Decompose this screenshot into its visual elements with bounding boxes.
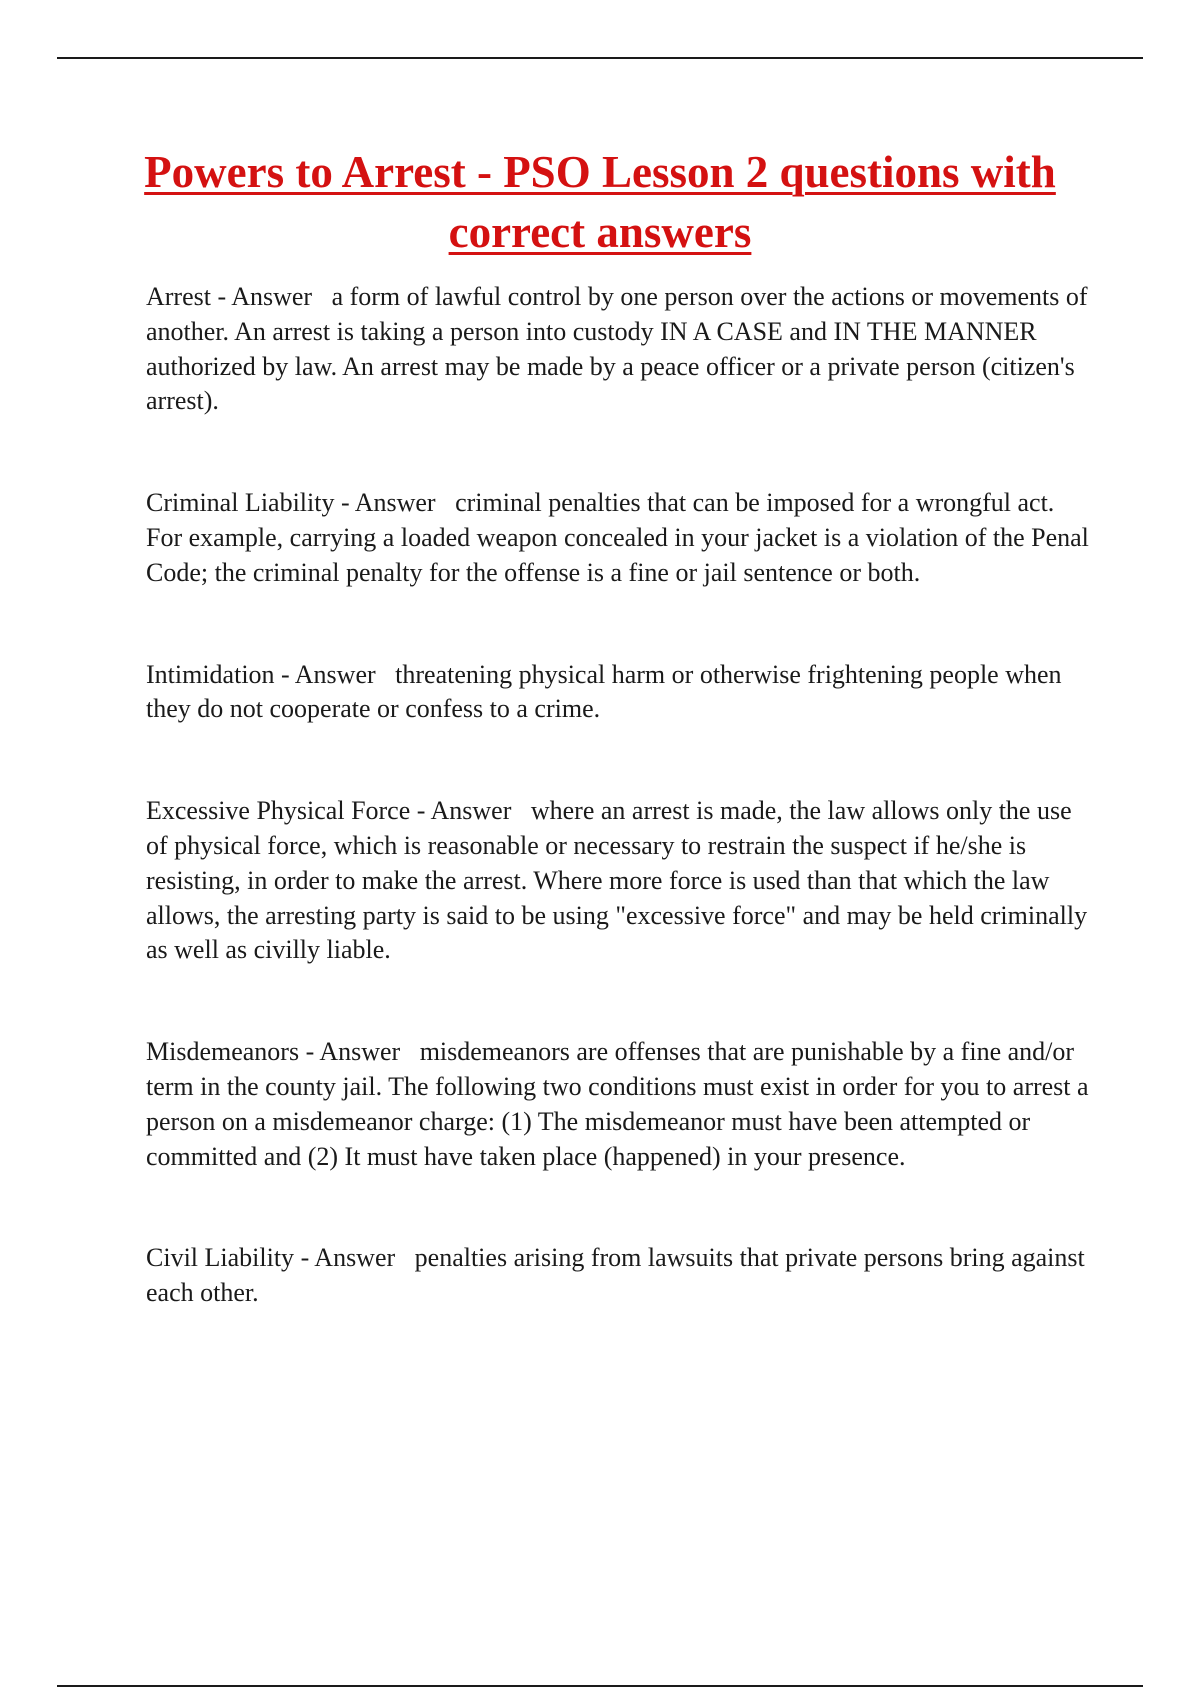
qa-term: Intimidation xyxy=(146,659,275,689)
document-title: Powers to Arrest - PSO Lesson 2 questions with correct answers xyxy=(144,147,1056,257)
qa-entry-arrest xyxy=(146,280,1096,419)
top-divider xyxy=(57,57,1143,59)
qa-entry-intimidation xyxy=(146,658,1096,728)
qa-separator: - Answer xyxy=(299,1037,420,1067)
qa-separator: - Answer xyxy=(410,796,531,826)
qa-separator: - Answer xyxy=(274,659,396,689)
qa-separator: - Answer xyxy=(334,488,456,518)
qa-term: Excessive Physical Force xyxy=(146,796,411,826)
qa-answer: criminal penalties that can be imposed for a wrongful act. For example, carrying a loaded weapon concealed in your jacket is a violation of the Penal Code; the criminal penalty for the offense is a fine or jail sentence or both. xyxy=(146,488,1089,587)
qa-separator: - Answer xyxy=(210,282,332,311)
qa-entry-misdemeanors xyxy=(146,1035,1096,1174)
qa-answer: penalties arising from lawsuits that private persons bring against each other. xyxy=(146,1243,1085,1308)
qa-answer: a form of lawful control by one person over the actions or movements of another. An arrest is taking a person into custody IN A CASE and IN THE MANNER authorized by law. An arrest may be made by a peace officer or a private person (citizen's arrest). xyxy=(146,282,1088,416)
qa-answer: misdemeanors are offenses that are punishable by a fine and/or term in the county jail. The following two conditions must exist in order for you to arrest a person on a misdemeanor charge: (1) The misdemeanor must have been attempted or committed and (2) It must have taken place (happened) in your presence. xyxy=(146,1037,1089,1171)
qa-term: Misdemeanors xyxy=(146,1037,300,1067)
qa-separator: - Answer xyxy=(294,1243,415,1273)
qa-entry-criminal-liability xyxy=(146,486,1096,590)
qa-term: Criminal Liability xyxy=(146,488,335,518)
qa-term: Arrest xyxy=(146,282,211,311)
qa-list xyxy=(146,280,1096,1311)
qa-term: Civil Liability xyxy=(146,1243,295,1273)
bottom-divider xyxy=(57,1685,1143,1687)
qa-answer: where an arrest is made, the law allows only the use of physical force, which is reasonable or necessary to restrain the suspect if he/she is resisting, in order to make the arrest. Where more force is used than that which the law allows, the arresting party is said to be using "excessive force" and may be held criminally as well as civilly liable. xyxy=(146,796,1088,965)
qa-answer: threatening physical harm or otherwise frightening people when they do not cooperate or confess to a crime. xyxy=(146,659,1062,724)
qa-entry-excessive-physical-force xyxy=(146,794,1096,968)
qa-entry-civil-liability xyxy=(146,1241,1096,1311)
